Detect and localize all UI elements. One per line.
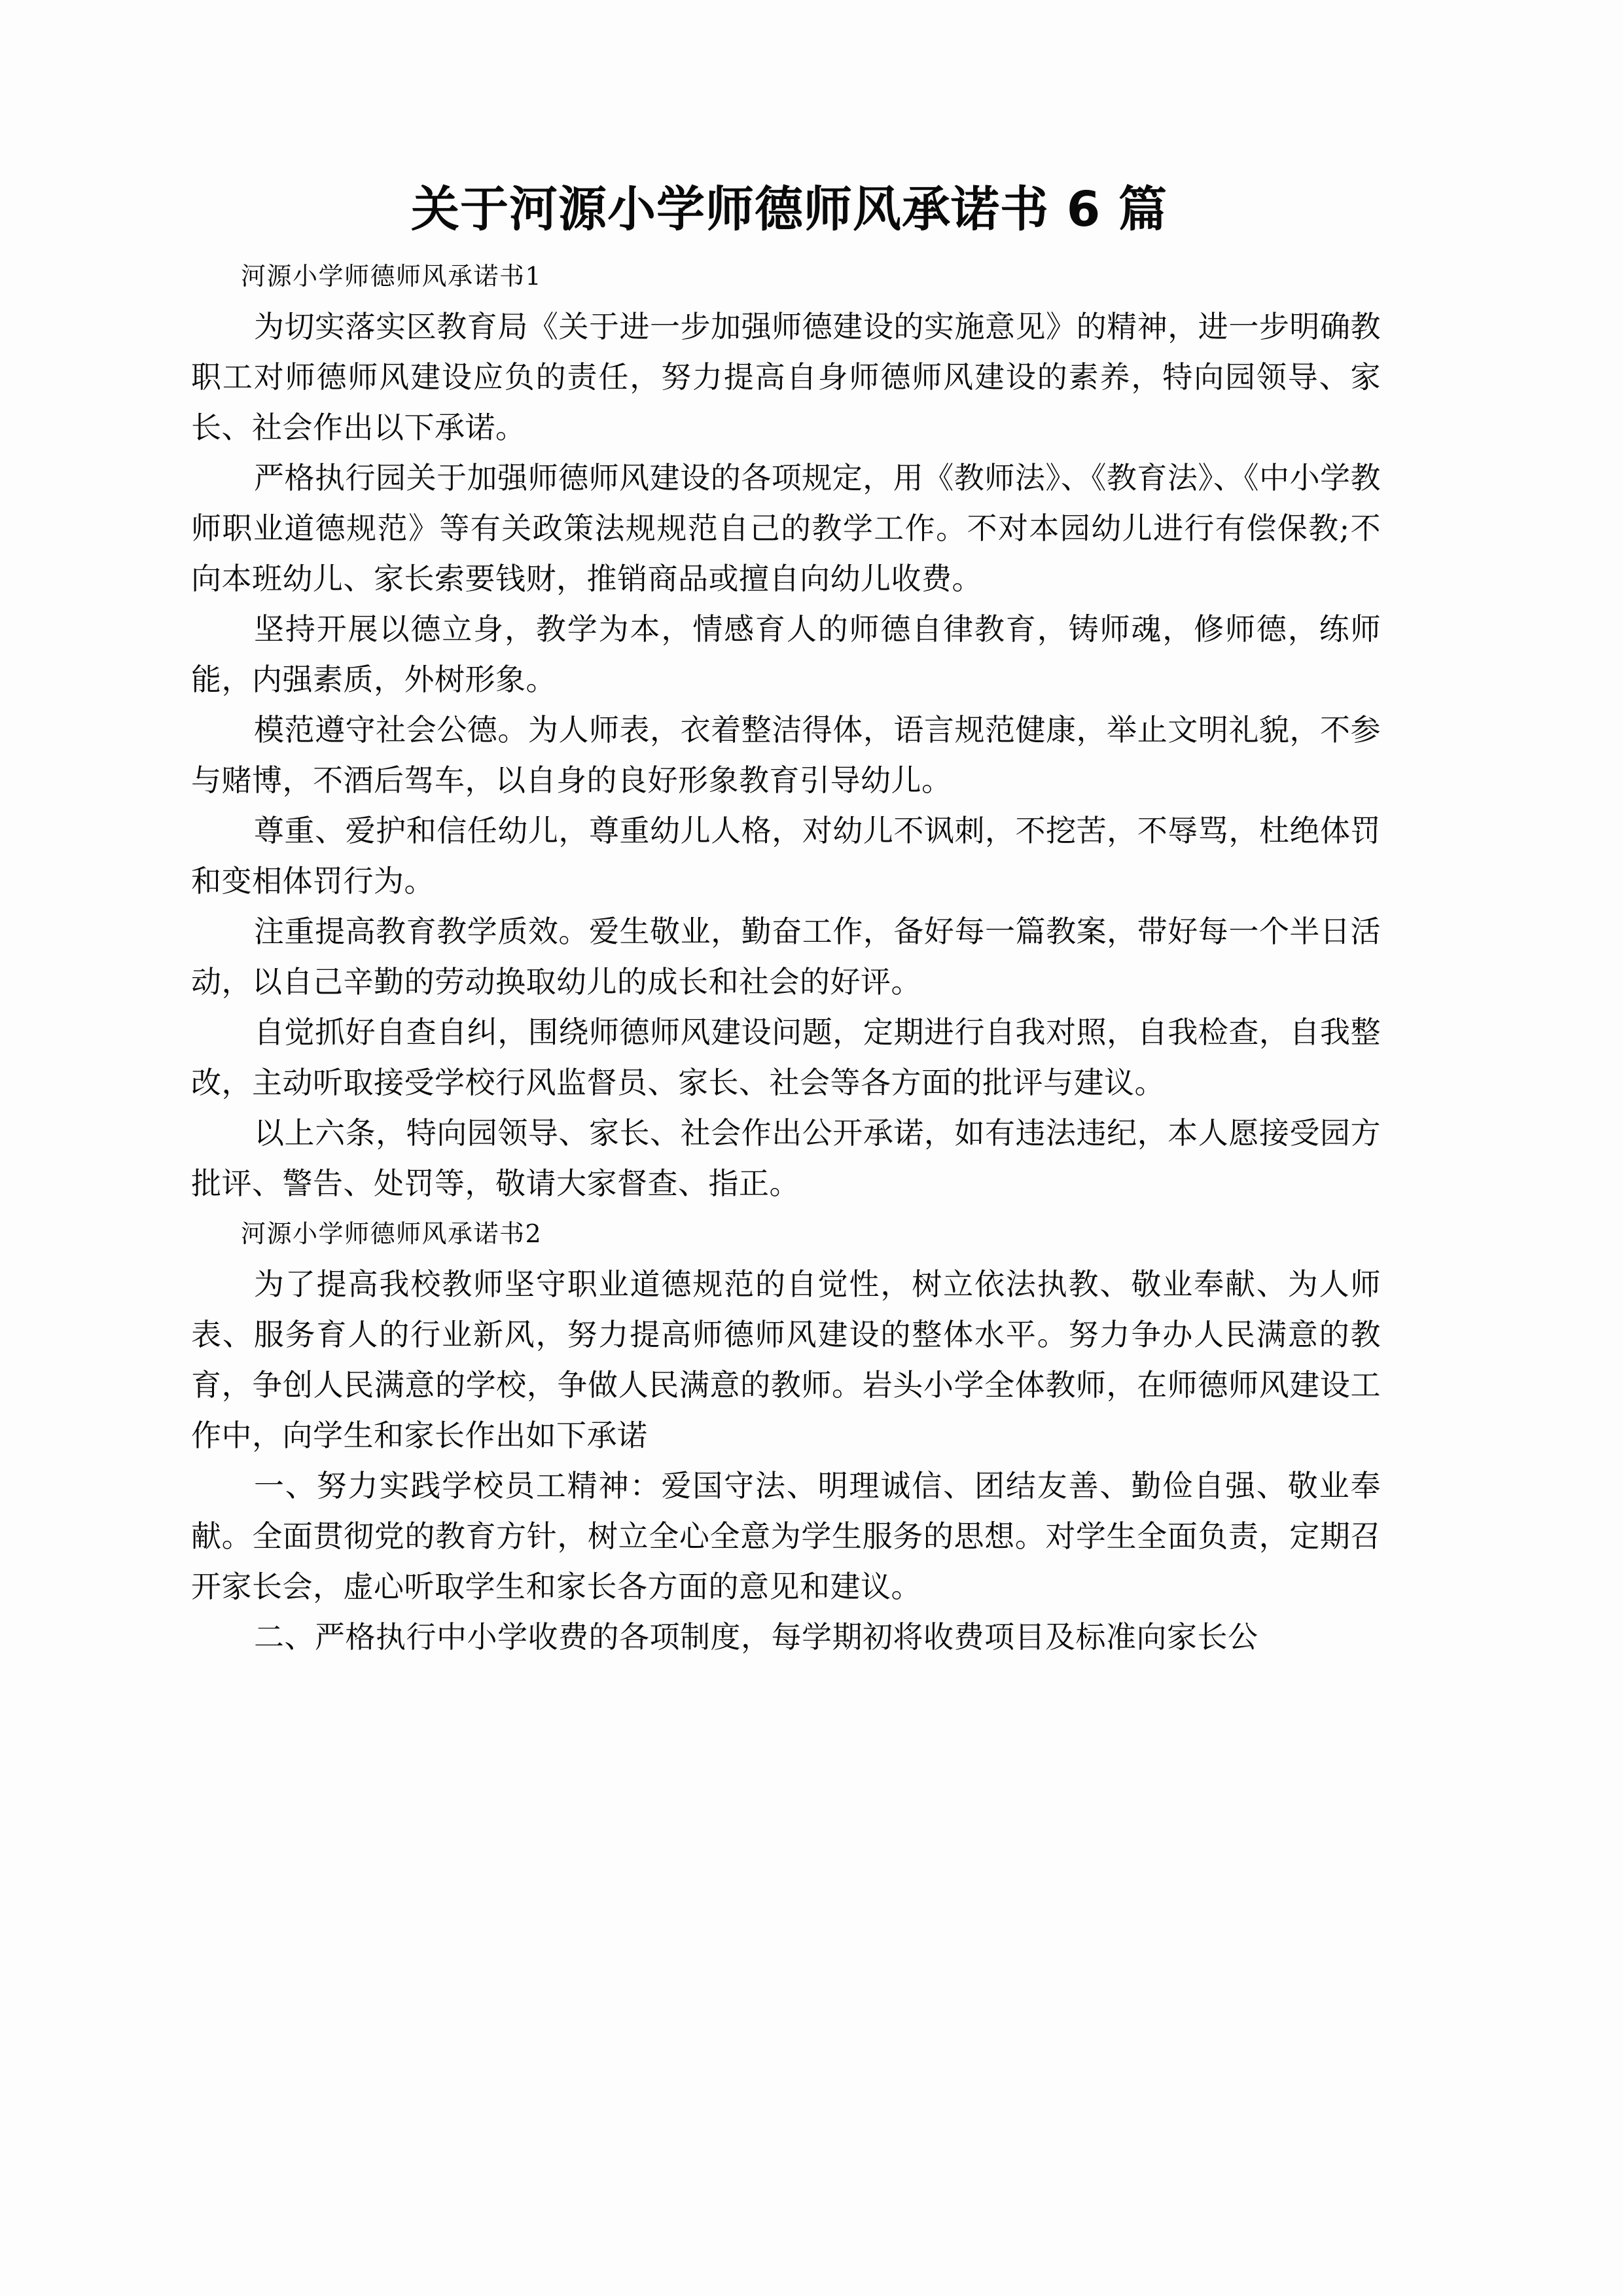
paragraph: 以上六条，特向园领导、家长、社会作出公开承诺，如有违法违纪，本人愿接受园方批评、警告、处罚等，敬请大家督查、指正。	[191, 1115, 1381, 1201]
section-heading-1: 河源小学师德师风承诺书1	[241, 262, 543, 291]
paragraph: 为了提高我校教师坚守职业道德规范的自觉性，树立依法执教、敬业奉献、为人师表、服务育人的行业新风，努力提高师德师风建设的整体水平。努力争办人民满意的教育，争创人民满意的学校，争做人民满意的教师。岩头小学全体教师，在师德师风建设工作中，向学生和家长作出如下承诺	[191, 1266, 1381, 1453]
section-heading-2: 河源小学师德师风承诺书2	[241, 1219, 543, 1248]
paragraph: 模范遵守社会公德。为人师表，衣着整洁得体，语言规范健康，举止文明礼貌，不参与赌博，不酒后驾车，以自身的良好形象教育引导幼儿。	[191, 712, 1381, 798]
paragraph: 注重提高教育教学质效。爱生敬业，勤奋工作，备好每一篇教案，带好每一个半日活动，以自己辛勤的劳动换取幼儿的成长和社会的好评。	[191, 914, 1381, 999]
paragraph: 尊重、爱护和信任幼儿，尊重幼儿人格，对幼儿不讽刺，不挖苦，不辱骂，杜绝体罚和变相体罚行为。	[191, 813, 1381, 899]
document-content	[191, 175, 1381, 1662]
page-title: 关于河源小学师德师风承诺书 6 篇	[410, 181, 1168, 238]
paragraph: 严格执行园关于加强师德师风建设的各项规定，用《教师法》、《教育法》、《中小学教师职业道德规范》等有关政策法规规范自己的教学工作。不对本园幼儿进行有偿保教;不向本班幼儿、家长索要钱财，推销商品或擅自向幼儿收费。	[191, 460, 1381, 596]
list-item: 一、努力实践学校员工精神：爱国守法、明理诚信、团结友善、勤俭自强、敬业奉献。全面贯彻党的教育方针，树立全心全意为学生服务的思想。对学生全面负责，定期召开家长会，虚心听取学生和家长各方面的意见和建议。	[191, 1468, 1381, 1604]
paragraph: 坚持开展以德立身，教学为本，情感育人的师德自律教育，铸师魂，修师德，练师能，内强素质，外树形象。	[191, 611, 1381, 697]
paragraph: 为切实落实区教育局《关于进一步加强师德建设的实施意见》的精神，进一步明确教职工对师德师风建设应负的责任，努力提高自身师德师风建设的素养，特向园领导、家长、社会作出以下承诺。	[191, 309, 1381, 445]
paragraph: 自觉抓好自查自纠，围绕师德师风建设问题，定期进行自我对照，自我检查，自我整改，主动听取接受学校行风监督员、家长、社会等各方面的批评与建议。	[191, 1014, 1381, 1100]
list-item: 二、严格执行中小学收费的各项制度，每学期初将收费项目及标准向家长公	[254, 1619, 1258, 1655]
